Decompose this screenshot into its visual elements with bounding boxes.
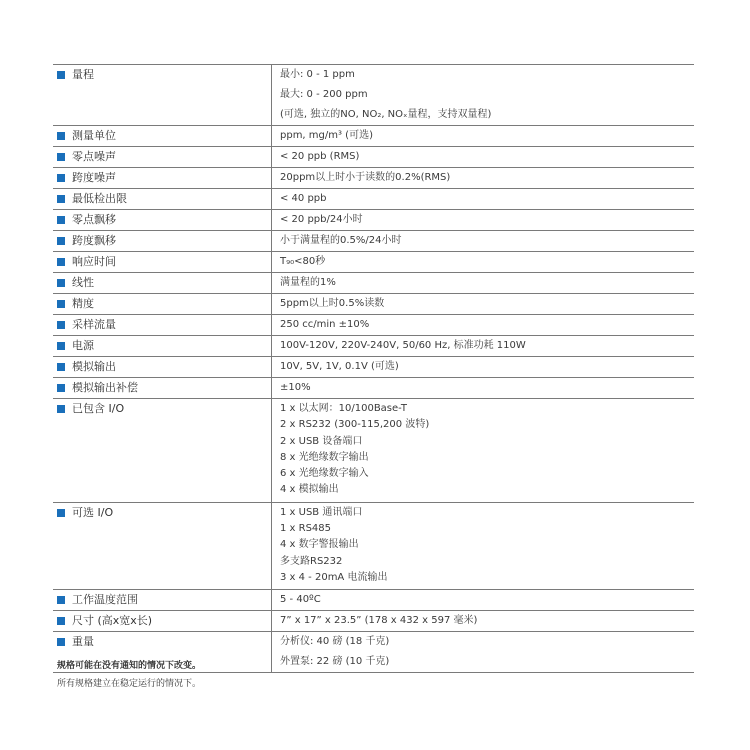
spec-row: [53, 399, 694, 503]
spec-label-cell: [53, 378, 272, 398]
square-bullet-icon: [57, 342, 65, 350]
square-bullet-icon: [57, 363, 65, 371]
spec-value: 3 x 4 - 20mA 电流输出: [280, 571, 388, 583]
spec-value-cell: [272, 147, 694, 167]
spec-label: 跨度飘移: [72, 234, 116, 247]
spec-label-cell: [53, 147, 272, 167]
spec-table: [53, 64, 694, 673]
spec-label-cell: [53, 294, 272, 314]
square-bullet-icon: [57, 71, 65, 79]
spec-label: 响应时间: [72, 255, 116, 268]
spec-row: [53, 168, 694, 189]
spec-label: 精度: [72, 297, 94, 310]
spec-value-cell: [272, 378, 694, 398]
spec-value-cell: [272, 399, 694, 502]
spec-value: 最大: 0 - 200 ppm: [280, 89, 368, 100]
spec-value: ±10%: [280, 382, 311, 393]
spec-label-cell: [53, 611, 272, 631]
spec-value: 多支路RS232: [280, 555, 343, 567]
spec-value: 5ppm以上时0.5%读数: [280, 298, 385, 309]
spec-label: 工作温度范围: [72, 593, 138, 607]
spec-value: 2 x USB 设备端口: [280, 435, 363, 447]
spec-label: 采样流量: [72, 318, 116, 331]
spec-label: 模拟输出: [72, 360, 116, 373]
spec-value-cell: [272, 126, 694, 146]
spec-value-cell: [272, 294, 694, 314]
spec-label-cell: [53, 252, 272, 272]
spec-label-cell: [53, 168, 272, 188]
spec-value: 5 - 40ºC: [280, 594, 321, 606]
spec-row: [53, 336, 694, 357]
spec-value: 4 x 模拟输出: [280, 484, 339, 496]
spec-value: 1 x RS485: [280, 523, 332, 535]
spec-row: [53, 503, 694, 590]
spec-label-cell: [53, 273, 272, 293]
spec-row: [53, 294, 694, 315]
spec-value: 1 x USB 通讯端口: [280, 506, 363, 518]
spec-row: [53, 147, 694, 168]
spec-value-cell: [272, 189, 694, 209]
spec-value-cell: [272, 632, 694, 672]
spec-value-cell: [272, 65, 694, 125]
square-bullet-icon: [57, 300, 65, 308]
spec-value: 分析仪: 40 磅 (18 千克): [280, 636, 390, 648]
spec-label: 已包含 I/O: [72, 402, 125, 415]
square-bullet-icon: [57, 237, 65, 245]
spec-label: 零点飘移: [72, 213, 116, 226]
spec-row: [53, 189, 694, 210]
spec-row: [53, 65, 694, 126]
spec-value-cell: [272, 357, 694, 377]
square-bullet-icon: [57, 638, 65, 646]
square-bullet-icon: [57, 509, 65, 517]
spec-value: 20ppm以上时小于读数的0.2%(RMS): [280, 172, 451, 183]
spec-value: 2 x RS232 (300-115,200 波特): [280, 419, 430, 431]
square-bullet-icon: [57, 216, 65, 224]
spec-value: < 20 ppb/24小时: [280, 214, 363, 225]
spec-value-cell: [272, 336, 694, 356]
spec-value: ppm, mg/m³ (可选): [280, 130, 373, 141]
spec-label: 测量单位: [72, 129, 116, 142]
spec-value: 7” x 17” x 23.5” (178 x 432 x 597 毫米): [280, 615, 478, 627]
spec-label: 零点噪声: [72, 150, 116, 163]
square-bullet-icon: [57, 321, 65, 329]
spec-label-cell: [53, 336, 272, 356]
spec-row: [53, 611, 694, 632]
spec-label: 量程: [72, 68, 94, 81]
spec-label-cell: [53, 210, 272, 230]
spec-row: [53, 315, 694, 336]
spec-value: (可选, 独立的NO, NO₂, NOₓ量程，支持双量程): [280, 109, 492, 120]
spec-label: 跨度噪声: [72, 171, 116, 184]
spec-label-cell: [53, 357, 272, 377]
spec-label: 尺寸 (高x宽x长): [72, 614, 153, 628]
spec-label: 重量: [72, 635, 94, 649]
spec-label-cell: [53, 315, 272, 335]
spec-label: 模拟输出补偿: [72, 381, 138, 394]
spec-value: 6 x 光绝缘数字输入: [280, 468, 369, 480]
spec-value-cell: [272, 210, 694, 230]
square-bullet-icon: [57, 279, 65, 287]
spec-value-cell: [272, 611, 694, 631]
spec-value: T₉₀<80秒: [280, 256, 326, 267]
spec-label-cell: [53, 189, 272, 209]
spec-label-cell: [53, 126, 272, 146]
spec-row: [53, 590, 694, 611]
spec-value: 10V, 5V, 1V, 0.1V (可选): [280, 361, 399, 372]
spec-value: 小于满量程的0.5%/24小时: [280, 235, 402, 246]
spec-label: 线性: [72, 276, 94, 289]
spec-value-cell: [272, 273, 694, 293]
square-bullet-icon: [57, 405, 65, 413]
spec-value: 8 x 光绝缘数字输出: [280, 451, 369, 463]
square-bullet-icon: [57, 258, 65, 266]
spec-row: [53, 126, 694, 147]
stable-notice: 所有规格建立在稳定运行的情况下。: [57, 679, 202, 689]
spec-row: [53, 231, 694, 252]
square-bullet-icon: [57, 132, 65, 140]
spec-value: 250 cc/min ±10%: [280, 319, 370, 330]
spec-value: 最小: 0 - 1 ppm: [280, 69, 355, 80]
spec-row: [53, 210, 694, 231]
spec-value: 满量程的1%: [280, 277, 336, 288]
change-notice: 规格可能在没有通知的情况下改变。: [57, 661, 202, 671]
spec-value-cell: [272, 231, 694, 251]
spec-label: 电源: [72, 339, 94, 352]
square-bullet-icon: [57, 153, 65, 161]
spec-label: 最低检出限: [72, 192, 127, 205]
square-bullet-icon: [57, 174, 65, 182]
spec-label-cell: [53, 503, 272, 589]
spec-value: < 40 ppb: [280, 193, 327, 204]
square-bullet-icon: [57, 195, 65, 203]
square-bullet-icon: [57, 617, 65, 625]
spec-row: [53, 273, 694, 294]
spec-value-cell: [272, 590, 694, 610]
spec-value: 外置泵: 22 磅 (10 千克): [280, 656, 390, 668]
spec-label-cell: [53, 65, 272, 125]
spec-label-cell: [53, 590, 272, 610]
spec-value: 1 x 以太网：10/100Base-T: [280, 403, 407, 414]
square-bullet-icon: [57, 384, 65, 392]
spec-row: [53, 378, 694, 399]
spec-value-cell: [272, 315, 694, 335]
spec-label: 可选 I/O: [72, 505, 114, 519]
square-bullet-icon: [57, 596, 65, 604]
spec-value: 4 x 数字警报输出: [280, 539, 359, 551]
spec-value-cell: [272, 252, 694, 272]
spec-value-cell: [272, 503, 694, 589]
spec-value: < 20 ppb (RMS): [280, 151, 360, 162]
spec-row: [53, 252, 694, 273]
spec-row: [53, 357, 694, 378]
spec-label-cell: [53, 231, 272, 251]
spec-value: 100V-120V, 220V-240V, 50/60 Hz, 标准功耗 110W: [280, 340, 526, 351]
spec-value-cell: [272, 168, 694, 188]
spec-label-cell: [53, 399, 272, 502]
